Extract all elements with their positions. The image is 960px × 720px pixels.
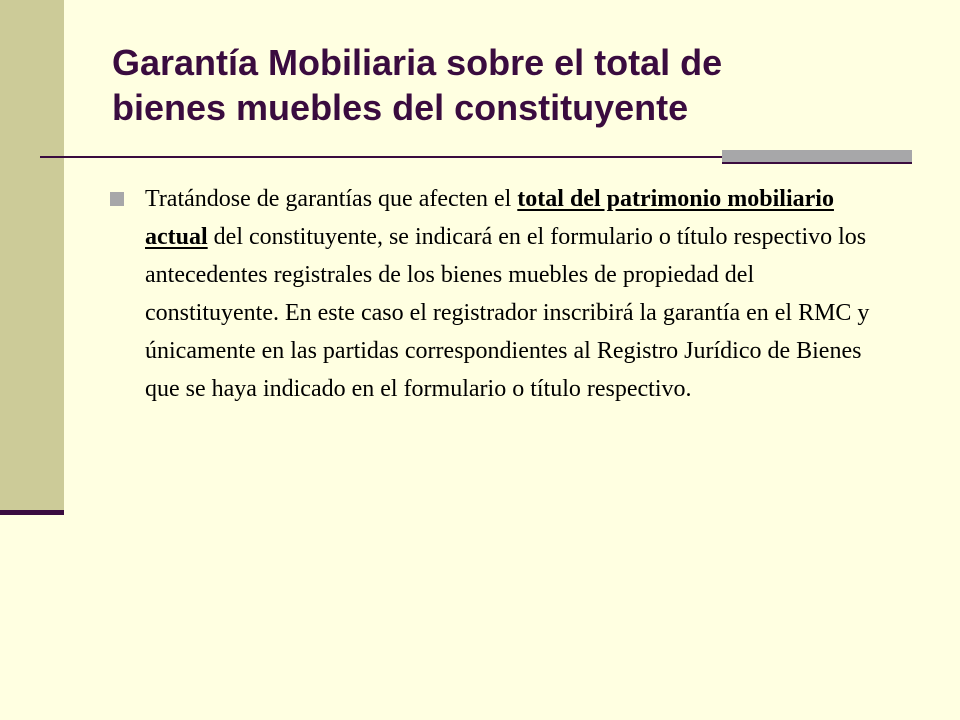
left-accent-rule	[0, 510, 64, 515]
bullet-text-before: Tratándose de garantías que afecten el	[145, 186, 518, 212]
slide-title	[112, 40, 892, 130]
bullet-text-after: del constituyente, se indicará en el formulario o título respectivo los antecedentes registrales de los bienes muebles de propiedad del constituyente. En este caso el registrador inscribirá la garantía en el RMC y únicamente en las partidas correspondientes al Registro Jurídico de Bienes que se haya indicado en el formulario o título respectivo.	[145, 224, 870, 402]
bullet-emphasis: total del patrimonio mobiliario actual	[145, 186, 834, 250]
left-accent-bar	[0, 0, 64, 510]
bullet-text	[145, 180, 870, 408]
slide-title-line-2: bienes muebles del constituyente	[112, 87, 689, 128]
bullet-item	[110, 180, 870, 408]
slide-title-line-1: Garantía Mobiliaria sobre el total de	[112, 42, 723, 83]
title-divider-accent-line	[722, 162, 912, 164]
square-bullet-icon	[110, 192, 124, 206]
